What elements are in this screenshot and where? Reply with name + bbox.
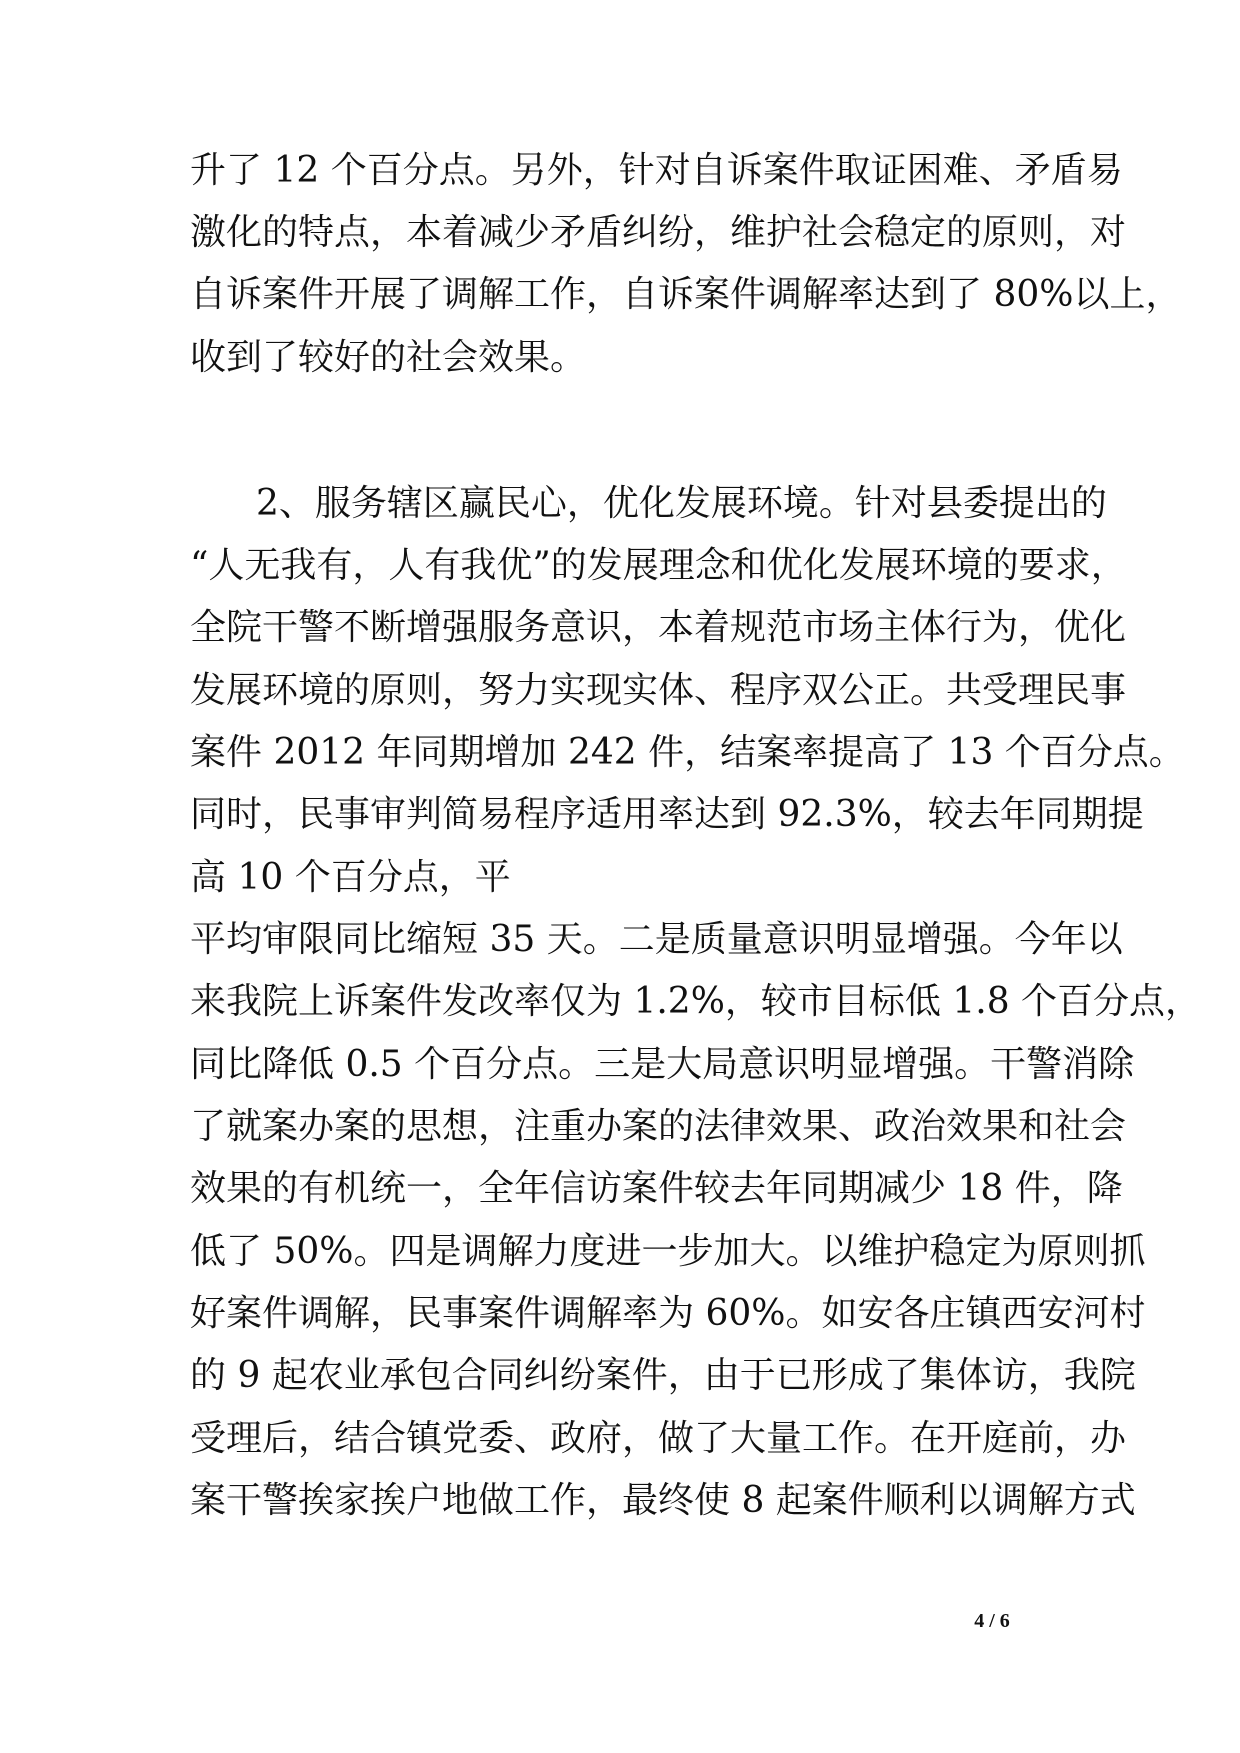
- text-line: 案件 2012 年同期增加 242 件，结案率提高了 13 个百分点。: [190, 732, 1185, 773]
- text-line: 发展环境的原则，努力实现实体、程序双公正。共受理民事: [190, 670, 1127, 711]
- text-line: 来我院上诉案件发改率仅为 1.2%，较市目标低 1.8 个百分点，: [190, 981, 1202, 1022]
- text-line: 低了 50%。四是调解力度进一步加大。以维护稳定为原则抓: [190, 1231, 1146, 1272]
- text-line: 受理后，结合镇党委、政府，做了大量工作。在开庭前，办: [190, 1418, 1127, 1459]
- text-line: 同时，民事审判简易程序适用率达到 92.3%，较去年同期提: [190, 794, 1144, 835]
- text-line: 收到了较好的社会效果。: [190, 337, 587, 378]
- text-line: 升了 12 个百分点。另外，针对自诉案件取证困难、矛盾易: [190, 150, 1123, 191]
- text-line: “人无我有，人有我优”的发展理念和优化发展环境的要求，: [190, 545, 1127, 586]
- text-line: 好案件调解，民事案件调解率为 60%。如安各庄镇西安河村: [190, 1293, 1146, 1334]
- text-line: 自诉案件开展了调解工作，自诉案件调解率达到了 80%以上，: [190, 274, 1182, 315]
- text-line: 了就案办案的思想，注重办案的法律效果、政治效果和社会: [190, 1106, 1127, 1147]
- text-line: 平均审限同比缩短 35 天。二是质量意识明显增强。今年以: [190, 919, 1123, 960]
- text-line: 的 9 起农业承包合同纠纷案件，由于已形成了集体访，我院: [190, 1355, 1136, 1396]
- page-number: 4 / 6: [974, 1610, 1010, 1632]
- text-line: 效果的有机统一，全年信访案件较去年同期减少 18 件，降: [190, 1168, 1123, 1209]
- paragraph-first-line: 2、服务辖区赢民心，优化发展环境。针对县委提出的: [256, 483, 1107, 524]
- text-line: 激化的特点，本着减少矛盾纠纷，维护社会稳定的原则，对: [190, 212, 1127, 253]
- text-line: 全院干警不断增强服务意识，本着规范市场主体行为，优化: [190, 607, 1127, 648]
- text-line: 高 10 个百分点，平: [190, 857, 511, 898]
- text-line: 同比降低 0.5 个百分点。三是大局意识明显增强。干警消除: [190, 1044, 1135, 1085]
- text-line: 案干警挨家挨户地做工作，最终使 8 起案件顺利以调解方式: [190, 1480, 1136, 1521]
